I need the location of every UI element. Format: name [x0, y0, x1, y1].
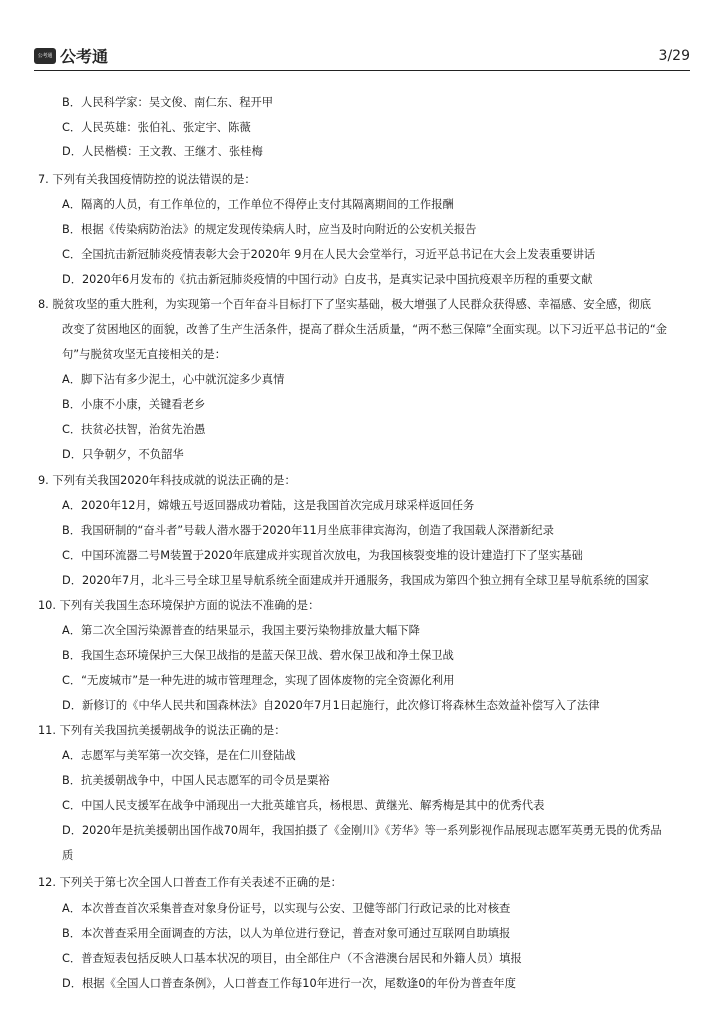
- answer-option: B．我国生态环境保护三大保卫战指的是蓝天保卫战、碧水保卫战和净土保卫战: [62, 649, 454, 662]
- question-stem: 12. 下列关于第七次全国人口普查工作有关表述不正确的是：: [38, 876, 342, 889]
- answer-option: C．中国人民支援军在战争中涌现出一大批英雄官兵，杨根思、黄继光、解秀梅是其中的优秀代表: [62, 799, 545, 812]
- answer-option: B．根据《传染病防治法》的规定发现传染病人时，应当及时向附近的公安机关报告: [62, 223, 477, 236]
- question-stem: 7. 下列有关我国疫情防控的说法错误的是：: [38, 173, 256, 186]
- question-stem: 8. 脱贫攻坚的重大胜利，为实现第一个百年奋斗目标打下了坚实基础，极大增强了人民群众获得感、幸福感、安全感，彻底: [38, 298, 652, 311]
- answer-option: D．2020年7月，北斗三号全球卫星导航系统全面建成并开通服务，我国成为第四个独立拥有全球卫星导航系统的国家: [62, 574, 649, 587]
- answer-option: A．志愿军与美军第一次交锋，是在仁川登陆战: [62, 749, 296, 762]
- answer-option: A．脚下沾有多少泥土，心中就沉淀多少真情: [62, 373, 285, 386]
- answer-option: C．普查短表包括反映人口基本状况的项目，由全部住户（不含港澳台居民和外籍人员）填报: [62, 952, 522, 965]
- answer-option: A．本次普查首次采集普查对象身份证号，以实现与公安、卫健等部门行政记录的比对核查: [62, 902, 511, 915]
- question-stem-continued: 句”与脱贫攻坚无直接相关的是：: [62, 348, 227, 361]
- question-stem: 10. 下列有关我国生态环境保护方面的说法不准确的是：: [38, 599, 320, 612]
- answer-option: A．2020年12月，嫦娥五号返回器成功着陆，这是我国首次完成月球采样返回任务: [62, 499, 475, 512]
- answer-option: B．我国研制的“奋斗者”号载人潜水器于2020年11月坐底菲律宾海沟，创造了我国载人深潜新纪录: [62, 524, 554, 537]
- answer-option: D．新修订的《中华人民共和国森林法》自2020年7月1日起施行，此次修订将森林生态效益补偿写入了法律: [62, 699, 600, 712]
- answer-option: D．2020年是抗美援朝出国作战70周年，我国拍摄了《金刚川》《芳华》等一系列影视作品展现志愿军英勇无畏的优秀品: [62, 824, 662, 837]
- answer-option: A．第二次全国污染源普查的结果显示，我国主要污染物排放量大幅下降: [62, 624, 420, 637]
- page-number: 3/29: [658, 48, 690, 64]
- answer-option: D．只争朝夕，不负韶华: [62, 448, 184, 461]
- question-stem: 9. 下列有关我国2020年科技成就的说法正确的是：: [38, 474, 296, 487]
- answer-option: 质: [62, 849, 74, 862]
- logo-badge-icon: 公考通: [34, 48, 56, 64]
- answer-option: C．扶贫必扶智，治贫先治愚: [62, 423, 206, 436]
- answer-option: B．抗美援朝战争中，中国人民志愿军的司令员是粟裕: [62, 774, 330, 787]
- question-stem-continued: 改变了贫困地区的面貌，改善了生产生活条件，提高了群众生活质量，“两不愁三保障”全面实现。以下习近平总书记的“金: [62, 323, 668, 336]
- logo: [34, 44, 108, 67]
- answer-option: D．2020年6月发布的《抗击新冠肺炎疫情的中国行动》白皮书，是真实记录中国抗疫艰辛历程的重要文献: [62, 273, 593, 286]
- question-stem: 11. 下列有关我国抗美援朝战争的说法正确的是：: [38, 724, 286, 737]
- answer-option: A．隔离的人员，有工作单位的，工作单位不得停止支付其隔离期间的工作报酬: [62, 198, 454, 211]
- answer-option: C．人民英雄：张伯礼、张定宇、陈薇: [62, 120, 251, 134]
- answer-option: B．人民科学家：吴文俊、南仁东、程开甲: [62, 96, 274, 109]
- answer-option: C．“无废城市”是一种先进的城市管理理念，实现了固体废物的完全资源化利用: [62, 674, 455, 687]
- logo-text: 公考通: [60, 47, 109, 66]
- answer-option: D．根据《全国人口普查条例》，人口普查工作每10年进行一次，尾数逢0的年份为普查年度: [62, 977, 516, 990]
- answer-option: C．中国环流器二号M装置于2020年底建成并实现首次放电，为我国核裂变堆的设计建造打下了坚实基础: [62, 549, 583, 562]
- page-header: [34, 40, 690, 71]
- answer-option: B．小康不小康，关键看老乡: [62, 398, 206, 411]
- answer-option: B．本次普查采用全面调查的方法，以人为单位进行登记，普查对象可通过互联网自助填报: [62, 927, 511, 940]
- answer-option: C．全国抗击新冠肺炎疫情表彰大会于2020年 9月在人民大会堂举行，习近平总书记在大会上发表重要讲话: [62, 248, 596, 261]
- answer-option: D．人民楷模：王文教、王继才、张桂梅: [62, 145, 263, 158]
